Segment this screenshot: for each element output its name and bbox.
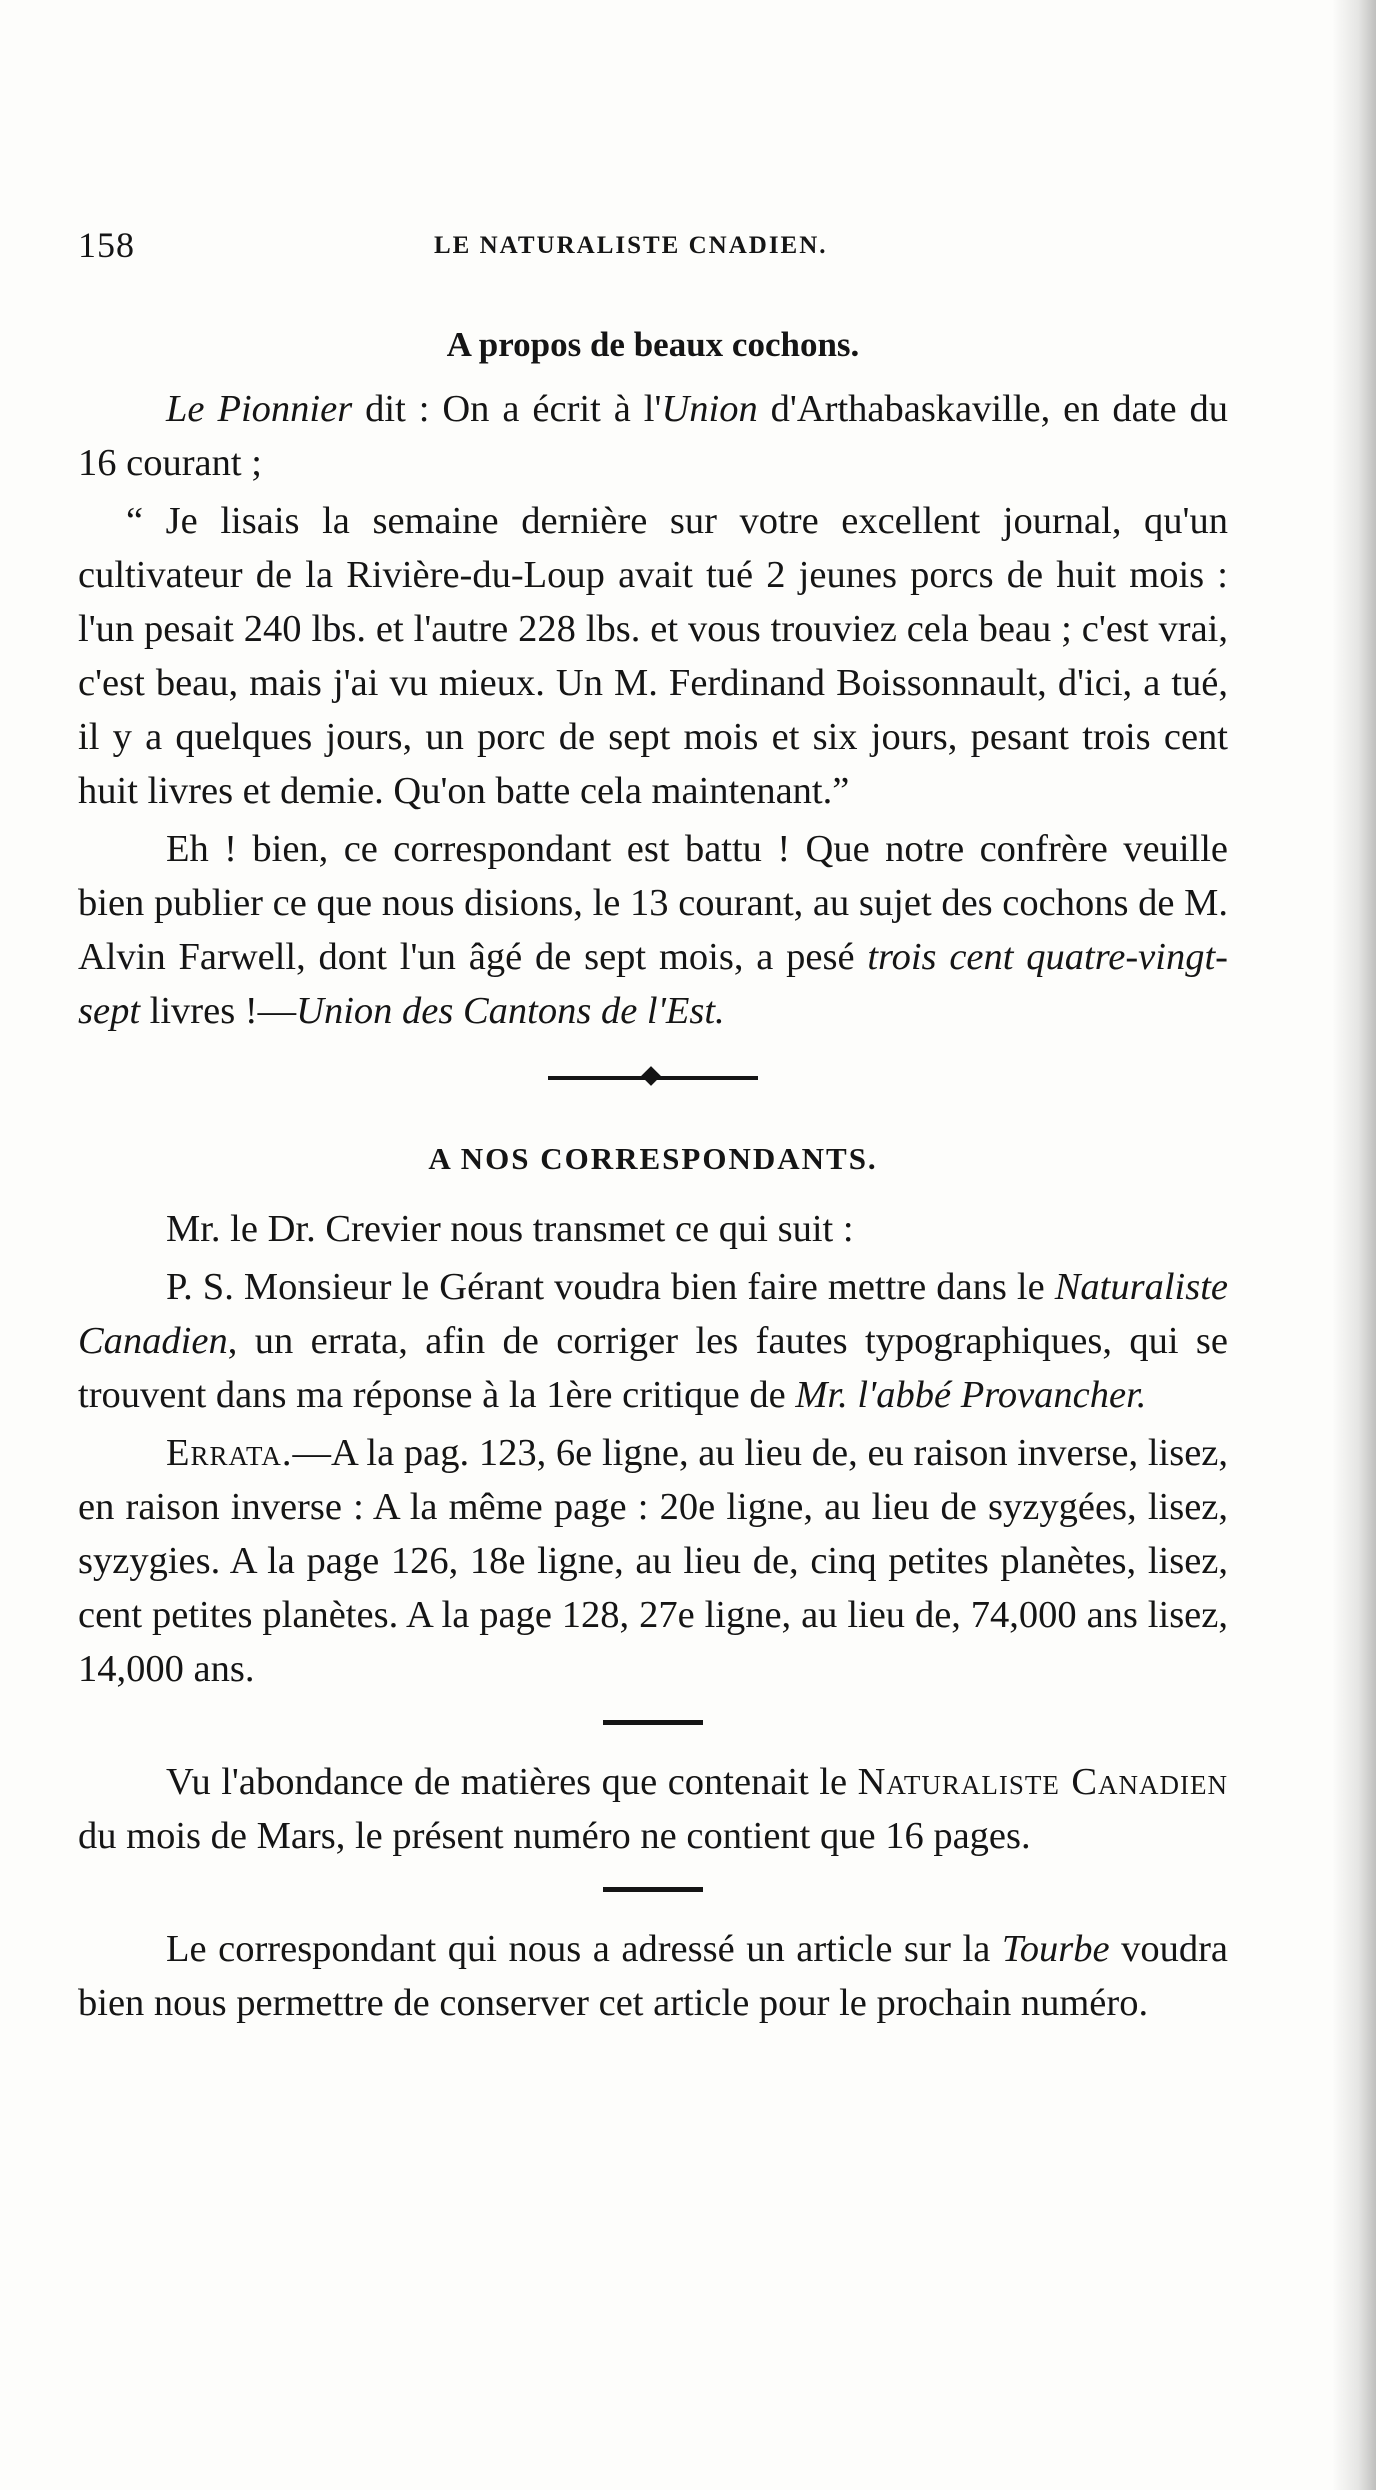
postscript-paragraph: P. S. Monsieur le Gérant voudra bien faire mettre dans le Naturaliste Canadien, un errata, afin de corriger les fautes typographiques, qui se trouvent dans ma réponse à la 1ère critique de Mr. l'abbé Provancher. [78,1266,1228,1416]
short-rule [603,1887,703,1892]
errata-label: Errata. [166,1432,293,1474]
errata-paragraph: Errata.—A la pag. 123, 6e ligne, au lieu de, eu raison inverse, lisez, en raison inverse : A la même page : 20e ligne, au lieu de syzygées, lisez, syzygies. A la page 126, 18e ligne, au lieu de, cinq petites planètes, lisez, cent petites planètes. A la page 128, 27e ligne, au lieu de, 74,000 ans lisez, 14,000 ans. [78,1432,1228,1690]
page-edge-shadow [1332,0,1376,2490]
running-header [78,224,1238,274]
quoted-letter: “ Je lisais la semaine dernière sur votre excellent journal, qu'un cultivateur de la Rivière-du-Loup avait tué 2 jeunes porcs de huit mois : l'un pesait 240 lbs. et l'autre 228 lbs. et vous trouviez cela beau ; c'est vrai, c'est beau, mais j'ai vu mieux. Un M. Ferdinand Boissonnault, d'ici, a tué, il y a quelques jours, un porc de sept mois et six jours, pesant trois cent huit livres et demie. Qu'on batte cela maintenant.” [78,500,1228,812]
section-title-correspondants: A NOS CORRESPONDANTS. [428,1141,878,1176]
journal-name: Naturaliste Canadien [78,1266,1228,1362]
article-title-cochons: A propos de beaux cochons. [446,325,860,364]
article-subject: Tourbe [1001,1928,1110,1970]
weight-phrase: trois cent quatre-vingt-sept [78,936,1228,1032]
source-citation: Union des Cantons de l'Est. [296,990,725,1032]
abbe-name: Mr. l'abbé Provancher. [795,1374,1147,1416]
newspaper-name: Union [661,388,758,430]
text-column [78,318,1228,2034]
section-divider-ornament [548,1076,758,1080]
source-name: Le Pionnier [166,388,353,430]
journal-name-smallcaps: Naturaliste Canadien [857,1761,1229,1803]
article-intro: Le Pionnier dit : On a écrit à l'Union d'Arthabaskaville, en date du 16 courant ; [78,388,1229,484]
notice-page-count: Vu l'abondance de matières que contenait le Naturaliste Canadien du mois de Mars, le présent numéro ne contient que 16 pages. [78,1761,1229,1857]
short-rule [603,1720,703,1725]
journal-title: LE NATURALISTE CNADIEN. [434,232,828,259]
correspondent-intro: Mr. le Dr. Crevier nous transmet ce qui suit : [166,1208,854,1250]
editor-reply: Eh ! bien, ce correspondant est battu ! Que notre confrère veuille bien publier ce que nous disions, le 13 courant, au sujet des cochons de M. Alvin Farwell, dont l'un âgé de sept mois, a pesé trois cent quatre-vingt-sept livres !—Union des Cantons de l'Est. [78,828,1228,1032]
page-number: 158 [78,225,135,265]
notice-tourbe-article: Le correspondant qui nous a adressé un article sur la Tourbe voudra bien nous permettre de conserver cet article pour le prochain numéro. [78,1928,1228,2024]
